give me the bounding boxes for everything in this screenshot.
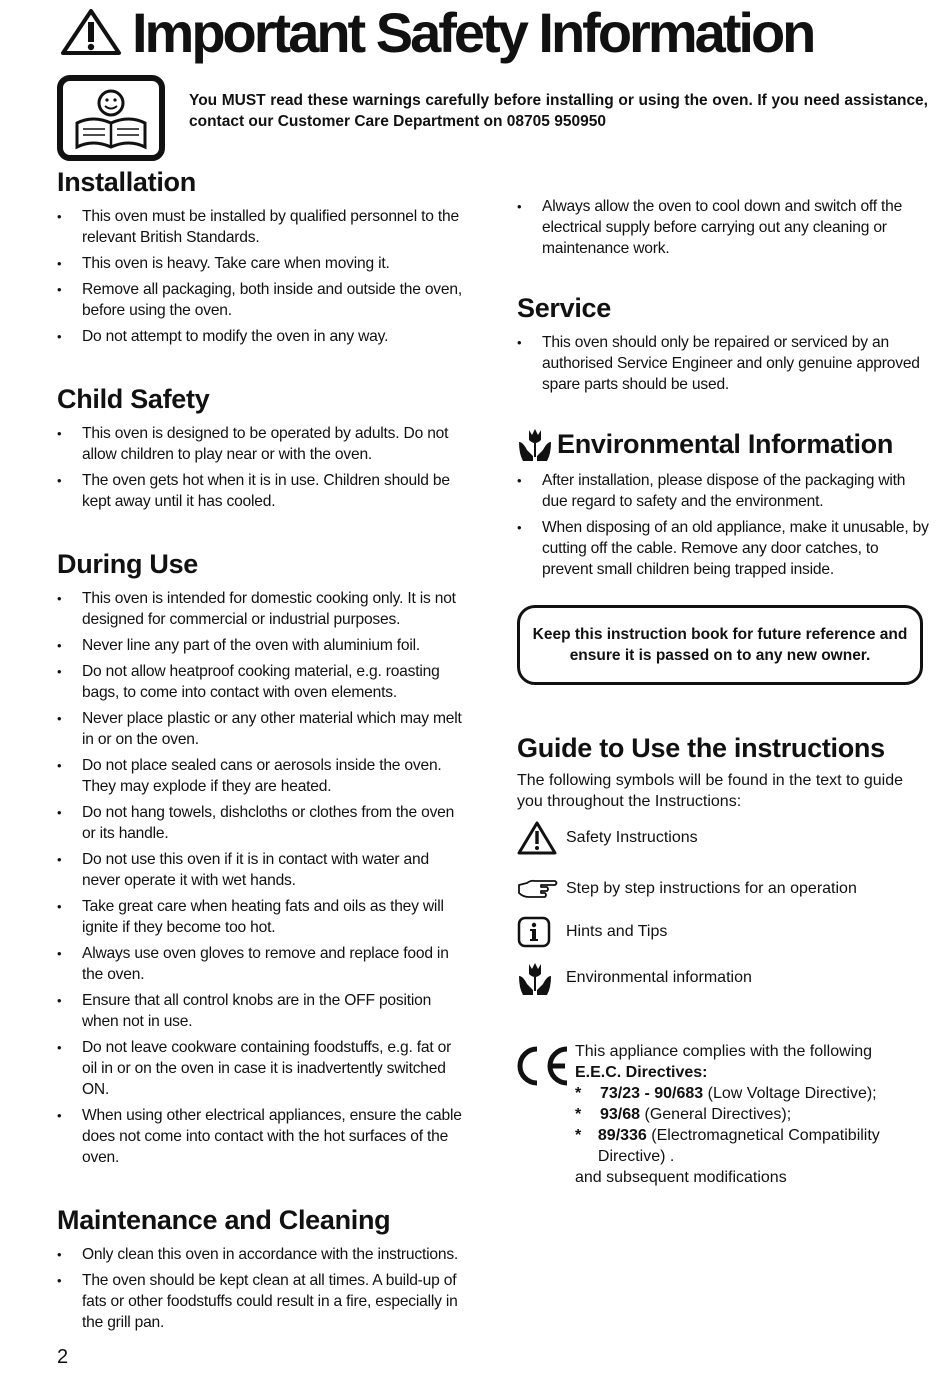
directive-item: * 93/68 (General Directives); xyxy=(575,1106,792,1123)
list-item: • When disposing of an old appliance, make it unusable, by cutting off the cable. Remove any door catches, to prevent small children being trapped inside. xyxy=(517,517,930,580)
ce-compliance xyxy=(575,1041,930,1188)
list-item: • This oven is heavy. Take care when moving it. xyxy=(57,253,467,274)
ce-line2: E.E.C. Directives: xyxy=(575,1064,708,1081)
legend-label: Step by step instructions for an operation xyxy=(566,880,857,897)
list-item: • This oven should only be repaired or serviced by an authorised Service Engineer and only genuine approved spare parts should be used. xyxy=(517,332,930,395)
legend-row-safety xyxy=(517,820,698,856)
ce-closing: and subsequent modifications xyxy=(575,1169,787,1186)
list-item: • Do not place sealed cans or aerosols inside the oven. They may explode if they are heated. xyxy=(57,755,467,797)
intro-warning: You MUST read these warnings carefully before installing or using the oven. If you need assistance, contact our Customer Care Department on 08705 950950 xyxy=(189,92,928,130)
list-item: • This oven is designed to be operated by adults. Do not allow children to play near or with the oven. xyxy=(57,423,467,465)
list-item: • Never line any part of the oven with aluminium foil. xyxy=(57,635,467,656)
environmental-list xyxy=(517,470,930,580)
left-column xyxy=(57,166,467,1338)
directive-item: * 73/23 - 90/683 (Low Voltage Directive); xyxy=(575,1085,877,1102)
legend-label: Environmental information xyxy=(566,969,752,986)
directive-desc: (Low Voltage Directive); xyxy=(703,1085,877,1102)
list-item: • This oven must be installed by qualified personnel to the relevant British Standards. xyxy=(57,206,467,248)
directive-code: 89/336 xyxy=(597,1127,647,1144)
list-item: • Take great care when heating fats and oils as they will ignite if they become too hot. xyxy=(57,896,467,938)
reading-person-icon xyxy=(57,75,165,166)
list-item: • The oven should be kept clean at all times. A build-up of fats or other foodstuffs could result in a fire, especially in the grill pan. xyxy=(57,1270,467,1333)
service-heading: Service xyxy=(517,293,611,323)
list-item: • When using other electrical appliances, ensure the cable does not come into contact with the hot surfaces of the oven. xyxy=(57,1105,467,1168)
legend-label: Hints and Tips xyxy=(566,923,668,940)
environmental-heading: Environmental Information xyxy=(557,429,894,459)
maintenance-continued-list xyxy=(517,196,930,259)
environmental-heading-row xyxy=(517,426,930,462)
directive-code: 93/68 xyxy=(600,1106,641,1123)
installation-list xyxy=(57,206,467,347)
directive-desc: (Electromagnetical Compatibility Directive) . xyxy=(597,1127,880,1165)
maintenance-list xyxy=(57,1244,467,1333)
warning-triangle-icon xyxy=(60,8,122,61)
list-item: • Always use oven gloves to remove and replace food in the oven. xyxy=(57,943,467,985)
list-item: • Always allow the oven to cool down and switch off the electrical supply before carrying out any cleaning or maintenance work. xyxy=(517,196,930,259)
directive-item: * 89/336 (Electromagnetical Compatibility Directive) . xyxy=(575,1127,880,1165)
page-title: Important Safety Information xyxy=(132,1,814,64)
during-use-heading: During Use xyxy=(57,549,199,579)
list-item: • Remove all packaging, both inside and outside the oven, before using the oven. xyxy=(57,279,467,321)
list-item: • Do not hang towels, dishcloths or clothes from the oven or its handle. xyxy=(57,802,467,844)
list-item: • The oven gets hot when it is in use. Children should be kept away until it has cooled. xyxy=(57,470,467,512)
tulip-hands-icon xyxy=(517,426,557,462)
guide-heading: Guide to Use the instructions xyxy=(517,733,885,763)
list-item: • Do not allow heatproof cooking material, e.g. roasting bags, to come into contact with oven elements. xyxy=(57,661,467,703)
directive-desc: (General Directives); xyxy=(640,1106,792,1123)
list-item: • Do not use this oven if it is in contact with water and never operate it with wet hands. xyxy=(57,849,467,891)
child-safety-list xyxy=(57,423,467,512)
list-item: • Do not attempt to modify the oven in any way. xyxy=(57,326,467,347)
keep-instructions-box xyxy=(517,605,923,685)
right-column xyxy=(517,196,930,585)
pointing-hand-icon xyxy=(517,871,559,907)
service-list xyxy=(517,332,930,395)
ce-line1: This appliance complies with the following xyxy=(575,1043,873,1060)
installation-heading: Installation xyxy=(57,167,196,197)
list-item: • Only clean this oven in accordance with the instructions. xyxy=(57,1244,467,1265)
keep-instructions-text: Keep this instruction book for future reference and ensure it is passed on to any new owner. xyxy=(532,626,908,664)
directive-code: 73/23 - 90/683 xyxy=(600,1085,704,1102)
during-use-list xyxy=(57,588,467,1168)
ce-mark-icon xyxy=(513,1044,571,1093)
list-item: • This oven is intended for domestic cooking only. It is not designed for commercial or industrial purposes. xyxy=(57,588,467,630)
info-icon xyxy=(517,914,559,950)
legend-row-environment xyxy=(517,960,752,996)
child-safety-heading: Child Safety xyxy=(57,384,210,414)
list-item: • After installation, please dispose of the packaging with due regard to safety and the environment. xyxy=(517,470,930,512)
legend-row-steps xyxy=(517,871,857,907)
maintenance-heading: Maintenance and Cleaning xyxy=(57,1205,391,1235)
warning-triangle-icon xyxy=(517,820,559,856)
list-item: • Never place plastic or any other material which may melt in or on the oven. xyxy=(57,708,467,750)
page-number: 2 xyxy=(57,1346,69,1368)
list-item: • Do not leave cookware containing foodstuffs, e.g. fat or oil in or on the oven in case it is inadvertently switched ON. xyxy=(57,1037,467,1100)
legend-row-hints xyxy=(517,914,667,950)
guide-intro: The following symbols will be found in the text to guide you throughout the Instructions: xyxy=(517,772,903,810)
legend-label: Safety Instructions xyxy=(566,829,698,846)
tulip-hands-icon xyxy=(517,960,559,996)
list-item: • Ensure that all control knobs are in the OFF position when not in use. xyxy=(57,990,467,1032)
